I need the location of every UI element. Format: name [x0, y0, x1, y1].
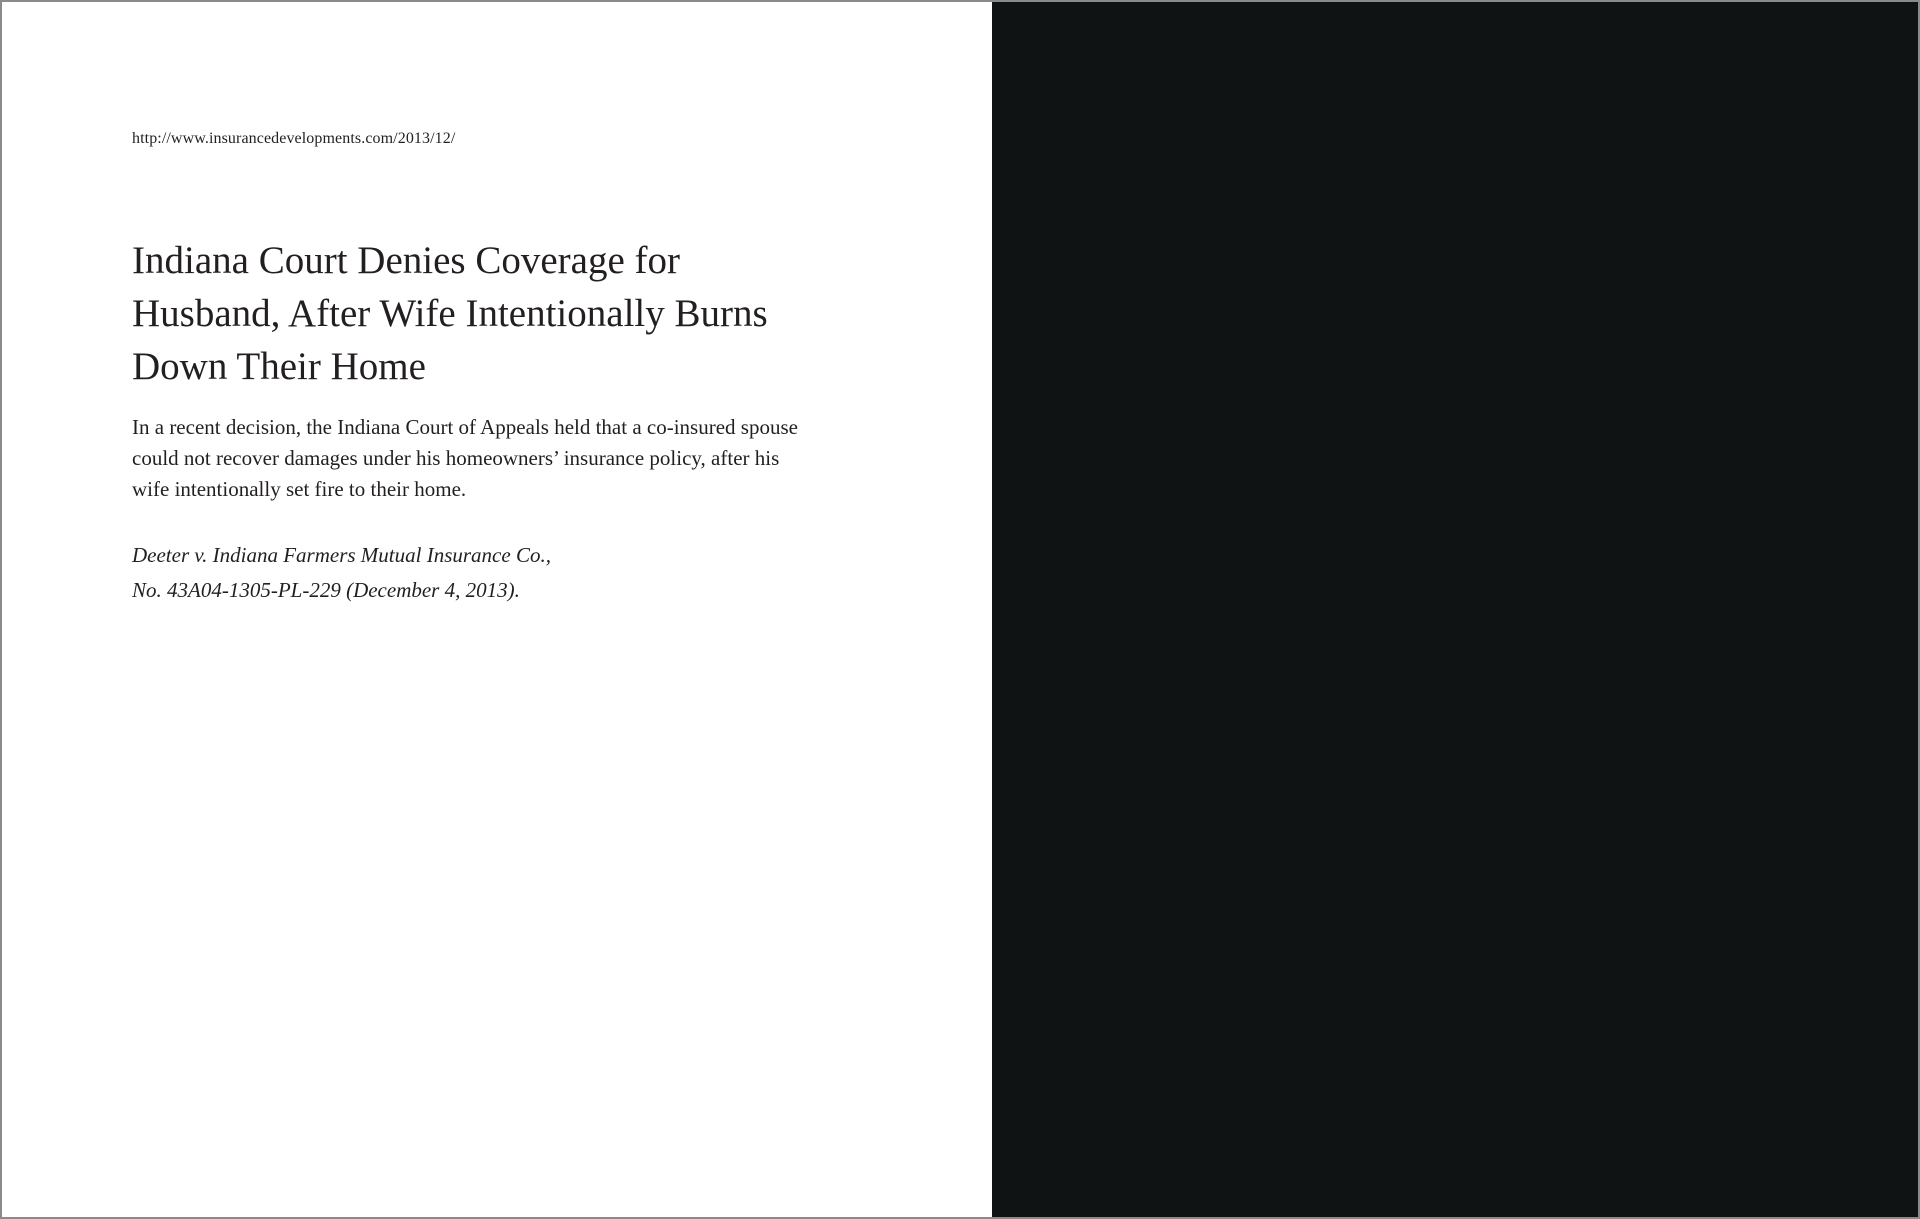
summary-paragraph: In a recent decision, the Indiana Court of Appeals held that a co-insured spouse could not recover damages under his homeowners’ insurance policy, after his wife intentionally set fire to their home.: [132, 415, 798, 501]
left-page: [2, 2, 992, 1217]
case-citation: [132, 538, 812, 608]
source-url: http://www.insurancedevelopments.com/2013/12/: [132, 130, 456, 147]
right-page: [992, 2, 1918, 1217]
case-details: No. 43A04-1305-PL-229 (December 4, 2013).: [132, 578, 520, 602]
headline: Indiana Court Denies Coverage for Husband, After Wife Intentionally Burns Down Their Home: [132, 239, 768, 388]
case-name: Deeter v. Indiana Farmers Mutual Insurance Co.,: [132, 543, 551, 567]
